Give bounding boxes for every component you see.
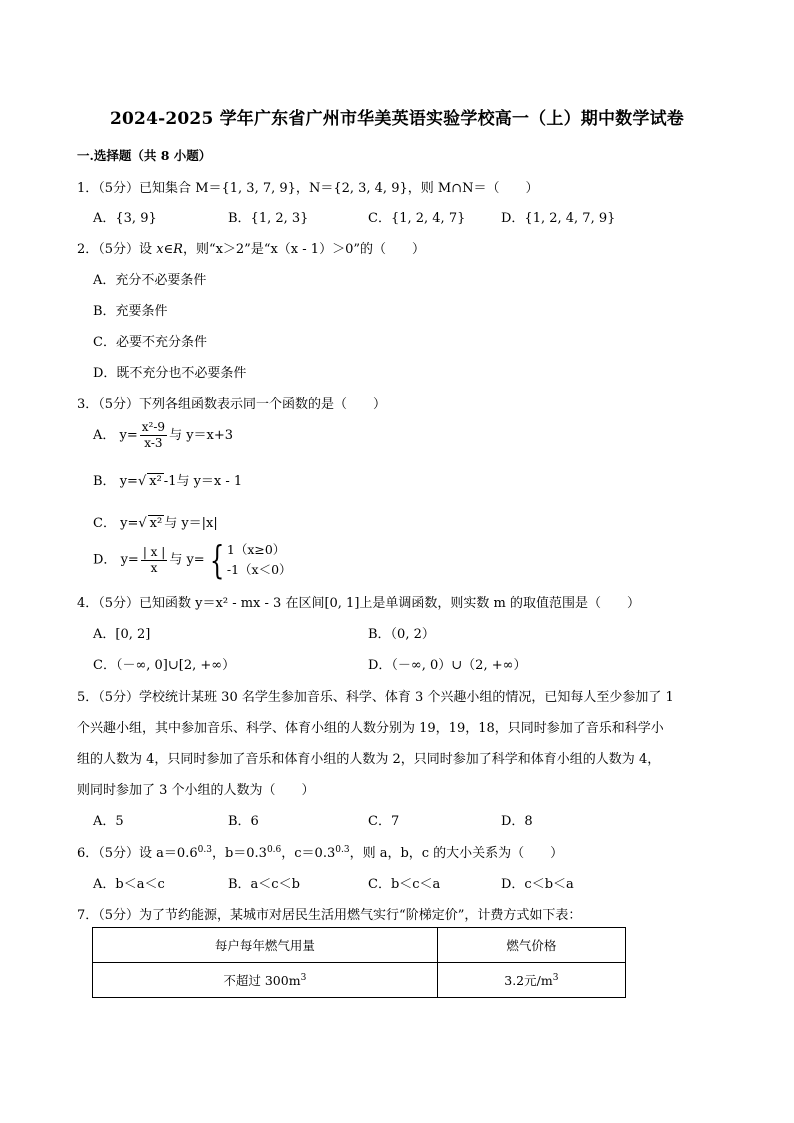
q3-d-mid: 与 y= — [169, 552, 205, 568]
q6-option-b: B．a＜c＜b — [228, 877, 300, 892]
q3-b-y: y= — [119, 474, 138, 489]
q5-option-b: B．6 — [228, 814, 259, 829]
q6-exp-b: 0.6 — [266, 845, 282, 855]
q3-d-denominator: x — [150, 560, 158, 575]
q4-option-d: D．（－∞, 0）∪（2, +∞） — [368, 658, 527, 673]
q3-a-numerator: x²-9 — [141, 420, 166, 434]
usage-value: 不超过 300m — [223, 973, 301, 988]
q5-option-c: C．7 — [368, 814, 400, 829]
q3-option-a — [93, 420, 233, 451]
q1-separator: ， — [295, 181, 309, 196]
q3-option-b — [93, 470, 242, 489]
left-brace-icon: { — [209, 538, 225, 582]
q3-c-y: y= — [120, 516, 139, 531]
question-5-line-1: 5．（5分）学校统计某班 30 名学生参加音乐、科学、体育 3 个兴趣小组的情况，已知每人至少参加了 1 — [77, 690, 674, 705]
q6-exp-a: 0.3 — [197, 845, 212, 855]
q2-suffix: ，则“x＞2”是“x（x - 1）＞0”的（ ） — [182, 242, 425, 257]
q3-d-numerator: | x | — [142, 544, 166, 559]
q1-option-a: A．{3, 9} — [93, 211, 157, 226]
q2-option-c: C．必要不充分条件 — [93, 335, 207, 350]
gas-price-table — [92, 927, 626, 998]
q6-part-c: ，c＝0.3 — [281, 846, 336, 861]
section-heading: 一.选择题（共 8 小题） — [77, 148, 212, 163]
table-cell-price — [437, 963, 625, 998]
question-4-stem: 4．（5分）已知函数 y＝x² - mx - 3 在区间[0, 1]上是单调函数，则实数 m 的取值范围是（ ） — [77, 596, 640, 611]
table-row — [93, 963, 626, 998]
q3-option-c — [93, 512, 218, 531]
q4-option-c: C．（－∞, 0]∪[2, +∞） — [93, 658, 236, 673]
q3-c-tail: 与 y＝|x| — [164, 516, 218, 531]
q3-c-sqrt: √ x² — [138, 516, 163, 531]
q1-prefix: 1．（5分）已知集合 — [77, 181, 196, 196]
q6-part-b: ，b＝0.3 — [211, 846, 267, 861]
q6-option-c: C．b＜c＜a — [368, 877, 441, 892]
q2-option-d: D．既不充分也不必要条件 — [93, 366, 247, 381]
q4-option-b: B．（0, 2） — [368, 627, 435, 642]
q3-option-d — [93, 540, 292, 580]
question-2-stem — [77, 238, 425, 257]
q3-a-y: y= — [119, 428, 138, 443]
q2-condition: x∈R — [156, 242, 183, 257]
q3-a-tail: 与 y＝x+3 — [169, 428, 234, 443]
q1-suffix: ，则 M∩N＝（ ） — [407, 181, 539, 196]
q3-d-cases — [227, 540, 292, 580]
question-5-line-3: 组的人数为 4，只同时参加了音乐和体育小组的人数为 2，只同时参加了科学和体育小组的人数为 4， — [77, 752, 661, 767]
q3-d-label: D． — [93, 552, 117, 568]
q1-set-n: N＝{2, 3, 4, 9} — [308, 181, 408, 196]
q3-b-tail: -1与 y＝x - 1 — [163, 474, 243, 489]
q6-part-d: ，则 a，b，c 的大小关系为（ ） — [349, 846, 564, 861]
q3-d-case-1: 1（x≥0） — [226, 542, 286, 557]
usage-exponent: 3 — [300, 973, 307, 983]
q1-option-d: D．{1, 2, 4, 7, 9} — [501, 211, 616, 226]
q3-b-sqrt: √ x² — [137, 474, 162, 489]
q3-b-label: B． — [93, 474, 116, 489]
q2-prefix: 2．（5分）设 — [77, 242, 157, 257]
q3-c-label: C． — [93, 516, 116, 531]
q3-a-label: A． — [93, 428, 116, 443]
q6-part-a: 6．（5分）设 a＝0.6 — [77, 846, 198, 861]
price-exponent: 3 — [552, 973, 559, 983]
exam-title: 2024-2025 学年广东省广州市华美英语实验学校高一（上）期中数学试卷 — [109, 109, 684, 129]
question-6-stem — [77, 842, 563, 861]
table-header-row — [93, 928, 626, 963]
q6-option-a: A．b＜a＜c — [93, 877, 165, 892]
q3-b-radicand: x² — [149, 474, 162, 489]
question-5-line-2: 个兴趣小组，其中参加音乐、科学、体育小组的人数分别为 19，19，18，只同时参加了音乐和科学小 — [77, 721, 664, 736]
q2-option-b: B．充要条件 — [93, 304, 168, 319]
table-header-usage: 每户每年燃气用量 — [93, 928, 438, 963]
table-header-price: 燃气价格 — [437, 928, 625, 963]
q1-set-m: M＝{1, 3, 7, 9} — [195, 181, 296, 196]
question-3-stem: 3．（5分）下列各组函数表示同一个函数的是（ ） — [77, 397, 387, 412]
q5-option-a: A．5 — [93, 814, 124, 829]
q1-option-b: B．{1, 2, 3} — [228, 211, 309, 226]
q3-c-radicand: x² — [149, 516, 163, 531]
question-1-stem — [77, 177, 538, 196]
question-5-line-4: 则同时参加了 3 个小组的人数为（ ） — [77, 783, 315, 798]
q3-d-fraction — [141, 545, 167, 576]
table-cell-usage — [93, 963, 438, 998]
q3-a-denominator: x-3 — [144, 436, 163, 450]
q5-option-d: D．8 — [501, 814, 533, 829]
q6-option-d: D．c＜b＜a — [501, 877, 574, 892]
q2-option-a: A．充分不必要条件 — [93, 273, 207, 288]
q3-a-fraction — [140, 420, 167, 451]
q3-d-y: y= — [120, 552, 139, 568]
question-7-stem: 7．（5分）为了节约能源，某城市对居民生活用燃气实行“阶梯定价”，计费方式如下表： — [77, 908, 582, 923]
q1-option-c: C．{1, 2, 4, 7} — [368, 211, 466, 226]
q3-d-case-2: -1（x＜0） — [226, 562, 292, 577]
q4-option-a: A．[0, 2] — [93, 627, 151, 642]
price-value: 3.2元/m — [504, 973, 553, 988]
q6-exp-c: 0.3 — [335, 845, 350, 855]
